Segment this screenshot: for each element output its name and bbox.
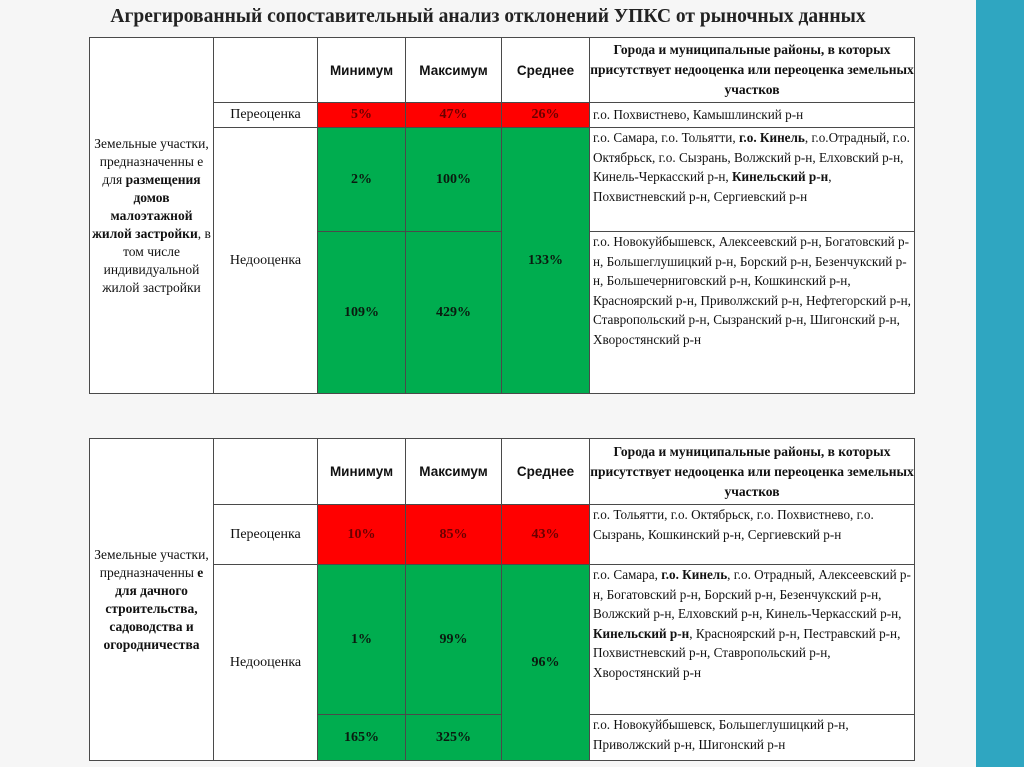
undervaluation-cities <box>590 128 915 232</box>
undervaluation-max: 429% <box>406 232 502 394</box>
overvaluation-label: Переоценка <box>214 505 318 565</box>
text-run: , г.о. Отрадный, Алексеевский р-н, Богатовский р-н, Борский р-н, Безенчукский р-н, Волжский р-н, Елховский р-н, Кинель-Черкасский р-н, <box>593 567 911 621</box>
text-run: г.о. Самара, г.о. Тольятти, <box>593 130 739 145</box>
undervaluation-max: 99% <box>406 565 502 715</box>
header-empty-cell <box>214 439 318 505</box>
overvaluation-max: 85% <box>406 505 502 565</box>
header-min: Минимум <box>318 38 406 103</box>
header-avg: Среднее <box>502 439 590 505</box>
analysis-table-2 <box>89 438 915 761</box>
text-run: Земельные участки, предназначенны е для <box>94 135 209 187</box>
overvaluation-min: 5% <box>318 103 406 128</box>
category-text <box>92 136 211 295</box>
category-text <box>94 547 208 652</box>
header-max: Максимум <box>406 439 502 505</box>
text-run: , Похвистневский р-н, Сергиевский р-н <box>593 169 832 204</box>
text-run: г.о. Тольятти, г.о. Октябрьск, г.о. Похвистнево, г.о. Сызрань, Кошкинский р-н, Сергиевский р-н <box>593 507 874 542</box>
undervaluation-cities <box>590 232 915 394</box>
undervaluation-avg: 96% <box>502 565 590 761</box>
header-min: Минимум <box>318 439 406 505</box>
undervaluation-cities <box>590 565 915 715</box>
header-cities: Города и муниципальные районы, в которых присутствует недооценка или переоценка земельных участков <box>590 38 915 103</box>
overvaluation-cities <box>590 505 915 565</box>
undervaluation-cities <box>590 715 915 761</box>
undervaluation-max: 325% <box>406 715 502 761</box>
text-run: г.о. Самара, <box>593 567 662 582</box>
overvaluation-avg: 26% <box>502 103 590 128</box>
header-avg: Среднее <box>502 38 590 103</box>
text-run: , Красноярский р-н, Пестравский р-н, Похвистневский р-н, Ставропольский р-н, Хворостянский р-н <box>593 625 901 680</box>
text-run-bold: г.о. Кинель <box>661 567 728 582</box>
header-cities: Города и муниципальные районы, в которых присутствует недооценка или переоценка земельных участков <box>590 439 915 505</box>
text-run: г.о. Новокуйбышевск, Большеглушицкий р-н, Приволжский р-н, Шигонский р-н <box>593 717 849 752</box>
text-run-bold: Кинельский р-н <box>593 625 690 641</box>
undervaluation-min: 2% <box>318 128 406 232</box>
overvaluation-avg: 43% <box>502 505 590 565</box>
overvaluation-max: 47% <box>406 103 502 128</box>
undervaluation-min: 109% <box>318 232 406 394</box>
undervaluation-label: Недооценка <box>214 565 318 761</box>
undervaluation-label: Недооценка <box>214 128 318 394</box>
text-run: г.о. Похвистнево, Камышлинский р-н <box>593 107 804 123</box>
undervaluation-avg: 133% <box>502 128 590 394</box>
text-run-bold: е для дачного строительства, садоводства и огородничества <box>103 564 204 652</box>
analysis-table-1 <box>89 37 915 394</box>
overvaluation-cities <box>590 103 915 128</box>
text-run-bold: г.о. Кинель <box>738 130 805 145</box>
undervaluation-min: 165% <box>318 715 406 761</box>
header-max: Максимум <box>406 38 502 103</box>
text-run-bold: размещения домов малоэтажной жилой застройки <box>92 171 201 241</box>
undervaluation-max: 100% <box>406 128 502 232</box>
text-run: Земельные участки, предназначенны <box>94 546 209 580</box>
category-cell <box>90 439 214 761</box>
text-run: , в том числе индивидуальной жилой застройки <box>102 225 211 295</box>
header-empty-cell <box>214 38 318 103</box>
side-decoration-band <box>976 0 1024 767</box>
text-run: , г.о.Отрадный, г.о. Октябрьск, г.о. Сызрань, Волжский р-н, Елховский р-н, Кинель-Черкасский р-н, <box>593 130 910 184</box>
overvaluation-label: Переоценка <box>214 103 318 128</box>
category-cell <box>90 38 214 394</box>
text-run-bold: Кинельский р-н <box>732 169 829 184</box>
undervaluation-min: 1% <box>318 565 406 715</box>
text-run: г.о. Новокуйбышевск, Алексеевский р-н, Богатовский р-н, Большеглушицкий р-н, Борский р-н, Безенчукский р-н, Большечерниговский р-н, Кошкинский р-н, Красноярский р-н, Приволжский р-н, Нефтегорский р-н, Ставропольский р-н, Сызранский р-н, Шигонский р-н, Хворостянский р-н <box>593 234 911 347</box>
overvaluation-min: 10% <box>318 505 406 565</box>
page-title: Агрегированный сопоставительный анализ отклонений УПКС от рыночных данных <box>110 6 866 27</box>
